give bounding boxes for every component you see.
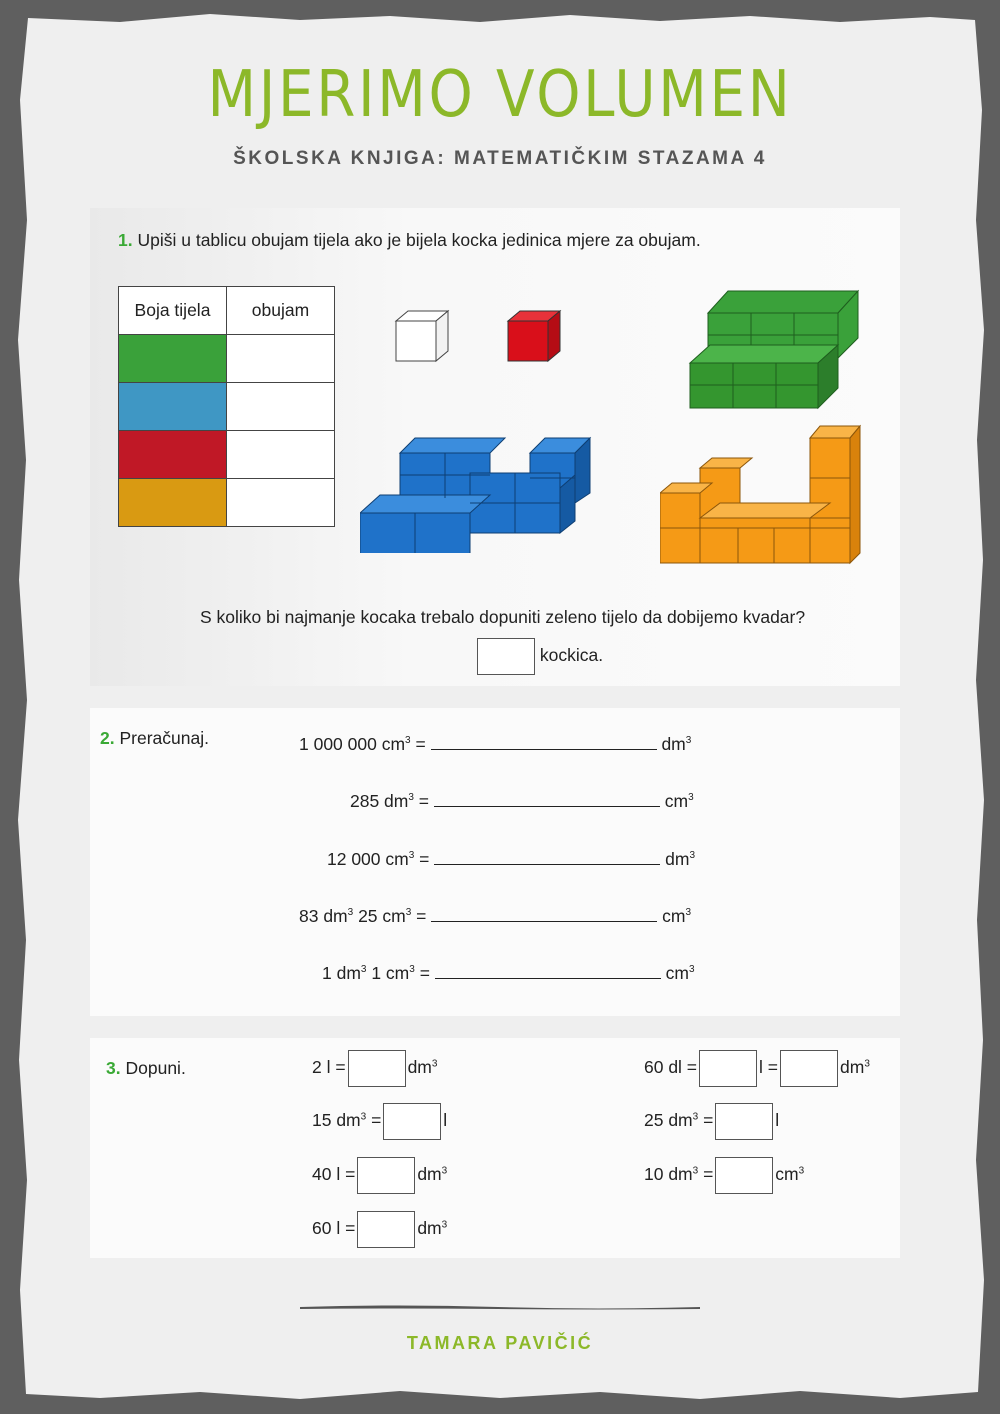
row5-left: 1 dm <box>322 963 361 983</box>
row4-eq: = <box>411 906 427 926</box>
row4-mid-sup: 3 <box>405 907 412 919</box>
task1-question: S koliko bi najmanje kocaka trebalo dopuniti zeleno tijelo da dobijemo kvadar? <box>200 607 806 627</box>
row5-unit: cm <box>665 963 689 983</box>
row5-unit-sup: 3 <box>689 964 695 976</box>
item-d-box[interactable] <box>357 1211 415 1248</box>
item-f-eq: = <box>698 1110 714 1131</box>
item-b-left: 15 dm <box>312 1110 361 1131</box>
page-subtitle: ŠKOLSKA KNJIGA: MATEMATIČKIM STAZAMA 4 <box>233 148 767 169</box>
conversion-row-1 <box>299 734 691 755</box>
row2-left: 285 dm <box>350 791 409 811</box>
table-header-volume: obujam <box>227 287 335 335</box>
conversion-row-3 <box>327 849 695 870</box>
answer-cell-red[interactable] <box>227 431 335 479</box>
task1-text: Upiši u tablicu obujam tijela ako je bijela kocka jedinica mjere za obujam. <box>137 230 701 250</box>
item-g-unit: cm <box>775 1164 799 1185</box>
author-name: TAMARA PAVIČIĆ <box>406 1333 594 1353</box>
row5-left-sup: 3 <box>360 964 367 976</box>
task3-heading <box>106 1058 186 1079</box>
task1-heading <box>118 230 701 251</box>
item-e-unit: dm <box>840 1057 865 1078</box>
swatch-fill <box>119 383 226 430</box>
fill-item-b <box>312 1103 447 1140</box>
item-b-box[interactable] <box>383 1103 441 1140</box>
item-f-left: 25 dm <box>644 1110 693 1131</box>
item-c-sup: 3 <box>441 1165 448 1177</box>
swatch-red <box>119 431 227 479</box>
item-d-left: 60 l = <box>312 1218 356 1239</box>
row1-answer-line[interactable] <box>431 735 657 750</box>
item-e-box-2[interactable] <box>780 1050 838 1087</box>
row5-mid: 1 cm <box>366 963 410 983</box>
row3-eq: = <box>414 849 430 869</box>
task1-number: 1. <box>118 230 133 250</box>
row3-left-sup: 3 <box>408 850 415 862</box>
row1-unit-sup: 3 <box>685 735 692 747</box>
answer-box-cubes[interactable] <box>477 638 535 675</box>
fill-item-g <box>644 1157 804 1194</box>
row4-unit: cm <box>662 906 686 926</box>
row1-eq: = <box>410 734 426 754</box>
task2-number: 2. <box>100 728 115 748</box>
fill-item-e <box>644 1050 870 1087</box>
item-e-left: 60 dl = <box>644 1057 698 1078</box>
task1-card <box>90 208 900 686</box>
item-a-box[interactable] <box>348 1050 406 1087</box>
item-b-unit: l <box>443 1110 448 1131</box>
row1-left: 1 000 000 cm <box>299 734 406 754</box>
item-g-eq: = <box>698 1164 714 1185</box>
green-body-figure <box>688 283 868 413</box>
item-f-box[interactable] <box>715 1103 773 1140</box>
orange-body-figure <box>660 418 870 573</box>
task1-answer-row <box>477 638 603 675</box>
unit-cubes <box>390 303 580 373</box>
row5-answer-line[interactable] <box>435 964 661 979</box>
item-e-box-1[interactable] <box>699 1050 757 1087</box>
row2-eq: = <box>413 791 430 811</box>
row2-left-sup: 3 <box>408 792 414 804</box>
table-header-color: Boja tijela <box>119 287 227 335</box>
swatch-fill <box>119 335 226 382</box>
swatch-orange <box>119 479 227 527</box>
answer-cell-blue[interactable] <box>227 383 335 431</box>
row4-mid: 25 cm <box>353 906 406 926</box>
row3-answer-line[interactable] <box>434 850 660 865</box>
row5-mid-sup: 3 <box>409 964 415 976</box>
item-g-left: 10 dm <box>644 1164 693 1185</box>
fill-item-a <box>312 1050 437 1087</box>
fill-item-d <box>312 1211 447 1248</box>
swatch-blue <box>119 383 227 431</box>
blue-body-figure <box>360 423 620 553</box>
row3-left: 12 000 cm <box>327 849 409 869</box>
item-e-mid: l = <box>759 1057 779 1078</box>
row3-unit: dm <box>665 849 690 869</box>
item-g-sup2: 3 <box>798 1165 805 1177</box>
answer-cell-green[interactable] <box>227 335 335 383</box>
swatch-green <box>119 335 227 383</box>
conversion-row-5 <box>322 963 695 984</box>
red-cube-icon <box>508 311 560 361</box>
item-a-sup: 3 <box>431 1058 438 1070</box>
item-a-unit: dm <box>407 1057 432 1078</box>
row4-unit-sup: 3 <box>685 907 692 919</box>
white-cube-icon <box>396 311 448 361</box>
row2-answer-line[interactable] <box>434 792 660 807</box>
fill-item-f <box>644 1103 779 1140</box>
item-b-eq: = <box>366 1110 382 1131</box>
task3-card <box>90 1038 900 1258</box>
task3-number: 3. <box>106 1058 121 1078</box>
item-e-sup: 3 <box>864 1058 870 1070</box>
answer-cell-orange[interactable] <box>227 479 335 527</box>
row4-left-sup: 3 <box>347 907 354 919</box>
row1-unit: dm <box>661 734 686 754</box>
item-g-sup: 3 <box>692 1165 699 1177</box>
row2-unit-sup: 3 <box>688 792 694 804</box>
conversion-row-2 <box>350 791 694 812</box>
item-d-sup: 3 <box>441 1219 448 1231</box>
row3-unit-sup: 3 <box>689 850 695 862</box>
row4-left: 83 dm <box>299 906 348 926</box>
swatch-fill <box>119 479 226 526</box>
swatch-fill <box>119 431 226 478</box>
row5-eq: = <box>414 963 430 983</box>
conversion-row-4 <box>299 906 691 927</box>
item-f-unit: l <box>775 1110 780 1131</box>
row4-answer-line[interactable] <box>431 907 657 922</box>
item-g-box[interactable] <box>715 1157 773 1194</box>
item-a-left: 2 l = <box>312 1057 346 1078</box>
task2-heading <box>100 728 209 749</box>
item-c-left: 40 l = <box>312 1164 356 1185</box>
page-title: MJERIMO VOLUMEN <box>207 58 793 132</box>
fill-item-c <box>312 1157 447 1194</box>
task3-label: Dopuni. <box>125 1058 186 1078</box>
item-b-sup: 3 <box>360 1111 367 1123</box>
footer-divider <box>298 1304 702 1310</box>
item-c-box[interactable] <box>357 1157 415 1194</box>
row1-left-sup: 3 <box>405 735 411 747</box>
item-c-unit: dm <box>417 1164 442 1185</box>
answer-unit: kockica. <box>539 645 604 666</box>
row2-unit: cm <box>664 791 689 811</box>
item-d-unit: dm <box>417 1218 442 1239</box>
task2-label: Preračunaj. <box>119 728 209 748</box>
item-f-sup: 3 <box>692 1111 699 1123</box>
volume-table <box>118 286 335 527</box>
task2-card <box>90 708 900 1016</box>
